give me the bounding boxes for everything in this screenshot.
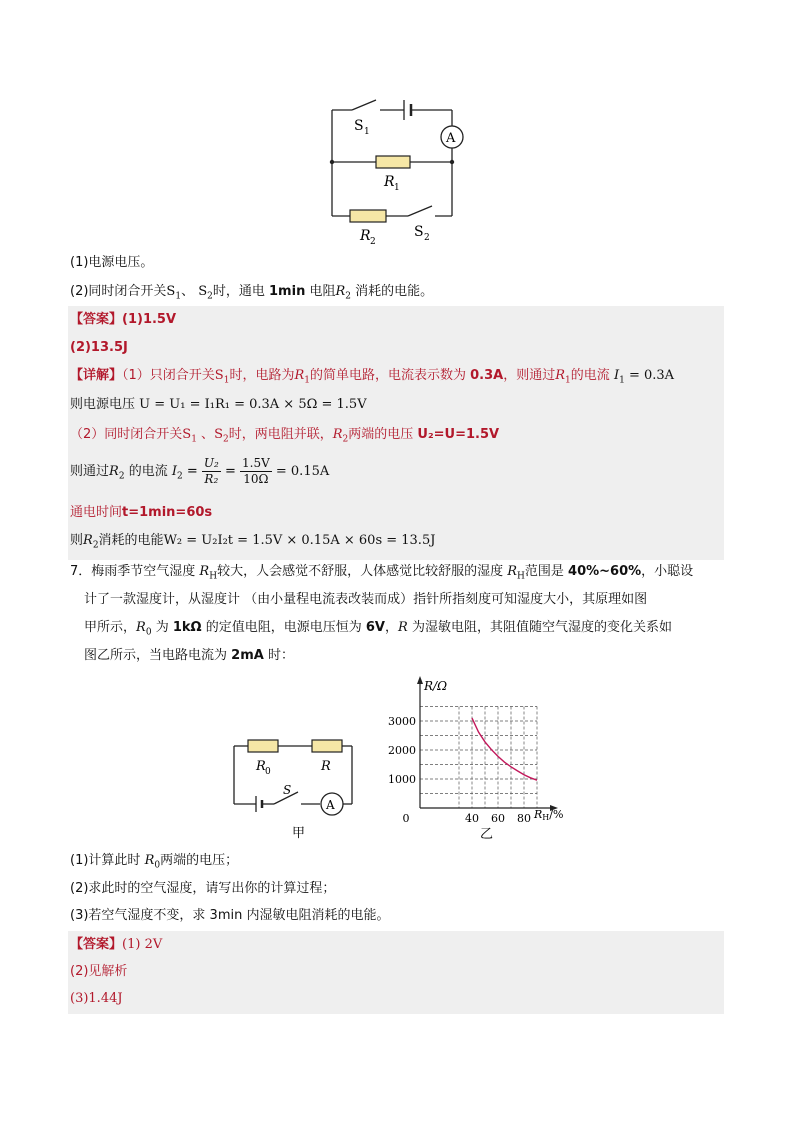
resistance-curve (472, 718, 537, 780)
q6-detail-3: （2）同时闭合开关$S_1$ 、$S_2$时，两电阻并联，$R_2$两端的电压 U₂=U=1.5V (70, 427, 500, 445)
fig-b-caption: 乙 (480, 827, 494, 842)
svg-text:2: 2 (370, 237, 376, 247)
ammeter-label: A (446, 131, 456, 146)
q7-line-2: 计了一款湿度计，从湿度计 （由小量程电流表改装而成）指针所指刻度可知湿度大小，其原理如图 (84, 592, 648, 607)
x-axis-label: RH/% (534, 808, 564, 822)
s2-label: S (414, 224, 424, 240)
fig-a-caption: 甲 (292, 826, 306, 841)
circuit-figure-a (228, 730, 368, 845)
q7-line-1: 7．梅雨季节空气湿度 $R_H$较大，人会感觉不舒服，人体感觉比较舒服的湿度 $R_H$范围是 40%~60%，小聪设 (70, 564, 694, 582)
y-axis-label: R/Ω (424, 679, 448, 693)
q6-part2: (2)同时闭合开关$S_1$、 $S_2$时，通电 1min 电阻$R_2$ 消耗的电能。 (70, 284, 434, 302)
q7-answer-1: 【答案】(1) 2V (70, 937, 163, 952)
q7-sub-2: (2)求此时的空气湿度，请写出你的计算过程； (70, 881, 336, 896)
q6-detail-4: 则通过$R_2$ 的电流 $I_2$ = $\frac{\text{U₂}}{\text{R₂}}$ = $\frac{1.5V}{10\Omega}$ = 0.15A (70, 456, 330, 486)
y-tick-label: 3000 (388, 715, 416, 728)
q6-part1: (1)电源电压。 (70, 255, 154, 270)
q7-line-4: 图乙所示，当电路电流为 2mA 时： (84, 648, 294, 663)
y-tick-label: 1000 (388, 773, 416, 786)
r0-label: R (256, 759, 266, 774)
svg-text:0: 0 (265, 767, 271, 777)
svg-text:2: 2 (424, 233, 430, 243)
q7-sub-1: (1)计算此时 $R_0$两端的电压； (70, 853, 239, 871)
svg-text:1: 1 (364, 127, 370, 137)
switch-label: S (283, 783, 292, 797)
q6-answer-2: (2)13.5J (70, 340, 128, 355)
y-tick-label: 2000 (388, 744, 416, 757)
x-tick-label: 40 (465, 812, 479, 825)
svg-text:1: 1 (394, 183, 400, 193)
r1-label: R (384, 174, 395, 190)
q7-line-3: 甲所示，$R_0$ 为 1kΩ 的定值电阻，电源电压恒为 6V，R 为湿敏电阻，其阻值随空气湿度的变化关系如 (84, 620, 672, 638)
x-tick-label: 60 (491, 812, 505, 825)
q6-detail-5: 通电时间t=1min=60s (70, 505, 213, 520)
r-label: R (321, 759, 331, 774)
x-tick-label: 80 (517, 812, 531, 825)
q6-detail-2: 则电源电压 U = U₁ = I₁R₁ = 0.3A × 5Ω = 1.5V (70, 397, 367, 412)
r2-label: R (360, 228, 371, 244)
q6-detail-6: 则$R_2$消耗的电能W₂ = U₂I₂t = 1.5V × 0.15A × 60s = 13.5J (70, 533, 436, 551)
q6-answer-1: 【答案】(1)1.5V (70, 312, 177, 327)
s1-label: S (354, 118, 364, 134)
ammeter-label-a: A (326, 798, 335, 812)
x-tick-label: 0 (402, 812, 410, 825)
q7-answer-3: (3)1.44J (70, 991, 123, 1006)
humidity-resistance-chart (376, 672, 576, 847)
q7-answer-block (68, 931, 724, 1014)
circuit-figure-1 (320, 90, 470, 250)
q7-answer-2: (2)见解析 (70, 964, 128, 979)
q6-detail-1: 【详解】（1）只闭合开关$S_1$时，电路为$R_1$的简单电路，电流表示数为 0.3A，则通过$R_1$的电流 $I_1 = 0.3A$ (70, 368, 675, 386)
q7-sub-3: (3)若空气湿度不变，求 3min 内湿敏电阻消耗的电能。 (70, 908, 390, 923)
